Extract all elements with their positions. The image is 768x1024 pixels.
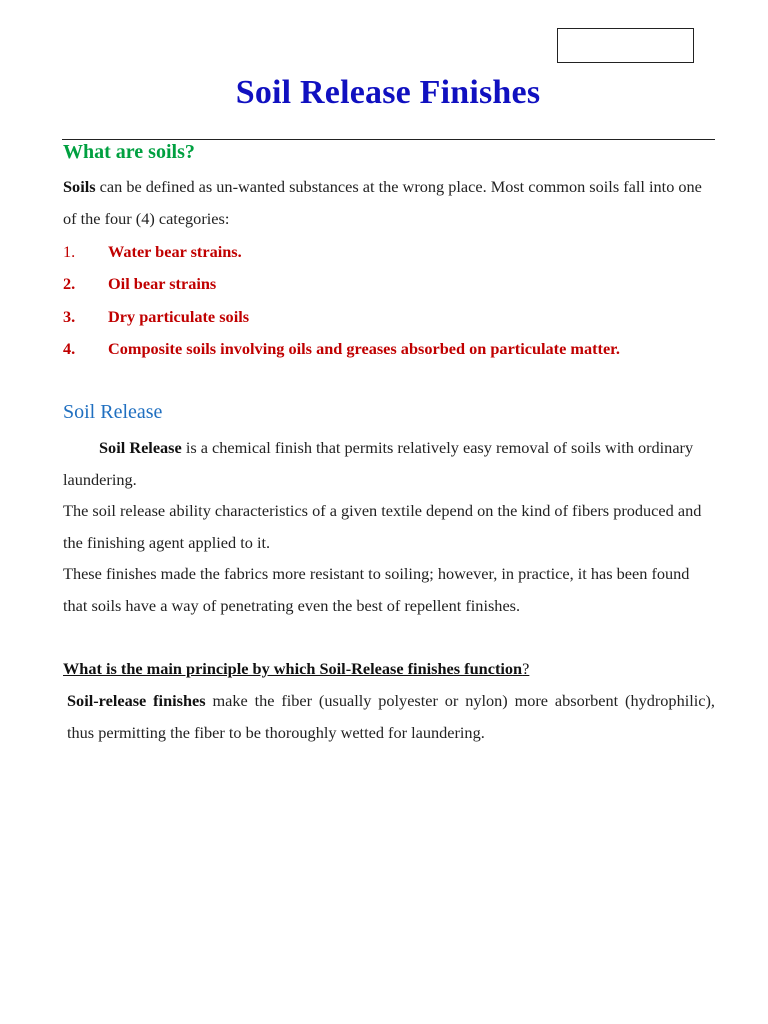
- page-title: Soil Release Finishes: [235, 74, 541, 111]
- soils-intro-text: can be defined as un-wanted substances at the wrong place. Most common soils fall into one of the four (4) categories:: [63, 177, 702, 228]
- list-item-text: Water bear strains.: [108, 242, 242, 261]
- list-item: [63, 268, 715, 300]
- principle-answer-text: make the fiber (usually polyester or nylon) more absorbent (hydrophilic), thus permitting the fiber to be thoroughly wetted for laundering.: [67, 691, 716, 742]
- list-item-text: Oil bear strains: [108, 274, 217, 294]
- principle-question-mark: ?: [522, 659, 530, 678]
- list-item-text: Dry particulate soils: [108, 306, 250, 326]
- heading-what-are-soils: What are soils?: [63, 141, 195, 163]
- soil-release-ability-paragraph: The soil release ability characteristics of a given textile depend on the kind of fibers produced and the finishing agent applied to it.: [63, 501, 702, 552]
- soil-release-definition: [63, 432, 715, 495]
- soils-term: Soils: [63, 177, 96, 196]
- list-item-text: Composite soils involving oils and greases absorbed on particulate matter.: [108, 338, 620, 358]
- soil-release-finishes-term: Soil-release finishes: [67, 691, 206, 710]
- soils-intro-paragraph: [63, 171, 715, 234]
- principle-question: [63, 653, 529, 685]
- list-item: [63, 333, 715, 365]
- list-item-number: 4.: [63, 338, 76, 358]
- soil-release-definition-text: is a chemical finish that permits relatively easy removal of soils with ordinary laundering.: [63, 438, 694, 489]
- list-item-number: 2.: [63, 274, 76, 294]
- soil-categories-list: [63, 236, 715, 365]
- principle-answer-paragraph: [63, 685, 715, 748]
- soil-release-term: Soil Release: [99, 438, 182, 457]
- principle-question-text: What is the main principle by which Soil-Release finishes function: [63, 659, 523, 678]
- list-item: [63, 236, 715, 268]
- list-item: [63, 301, 715, 333]
- soil-release-resistance-paragraph: These finishes made the fabrics more resistant to soiling; however, in practice, it has been found that soils have a way of penetrating even the best of repellent finishes.: [63, 564, 690, 615]
- list-item-number: 1.: [63, 242, 76, 261]
- heading-soil-release: Soil Release: [63, 401, 163, 423]
- list-item-number: 3.: [63, 306, 76, 326]
- title-divider: [62, 139, 715, 140]
- empty-header-box: [557, 28, 694, 63]
